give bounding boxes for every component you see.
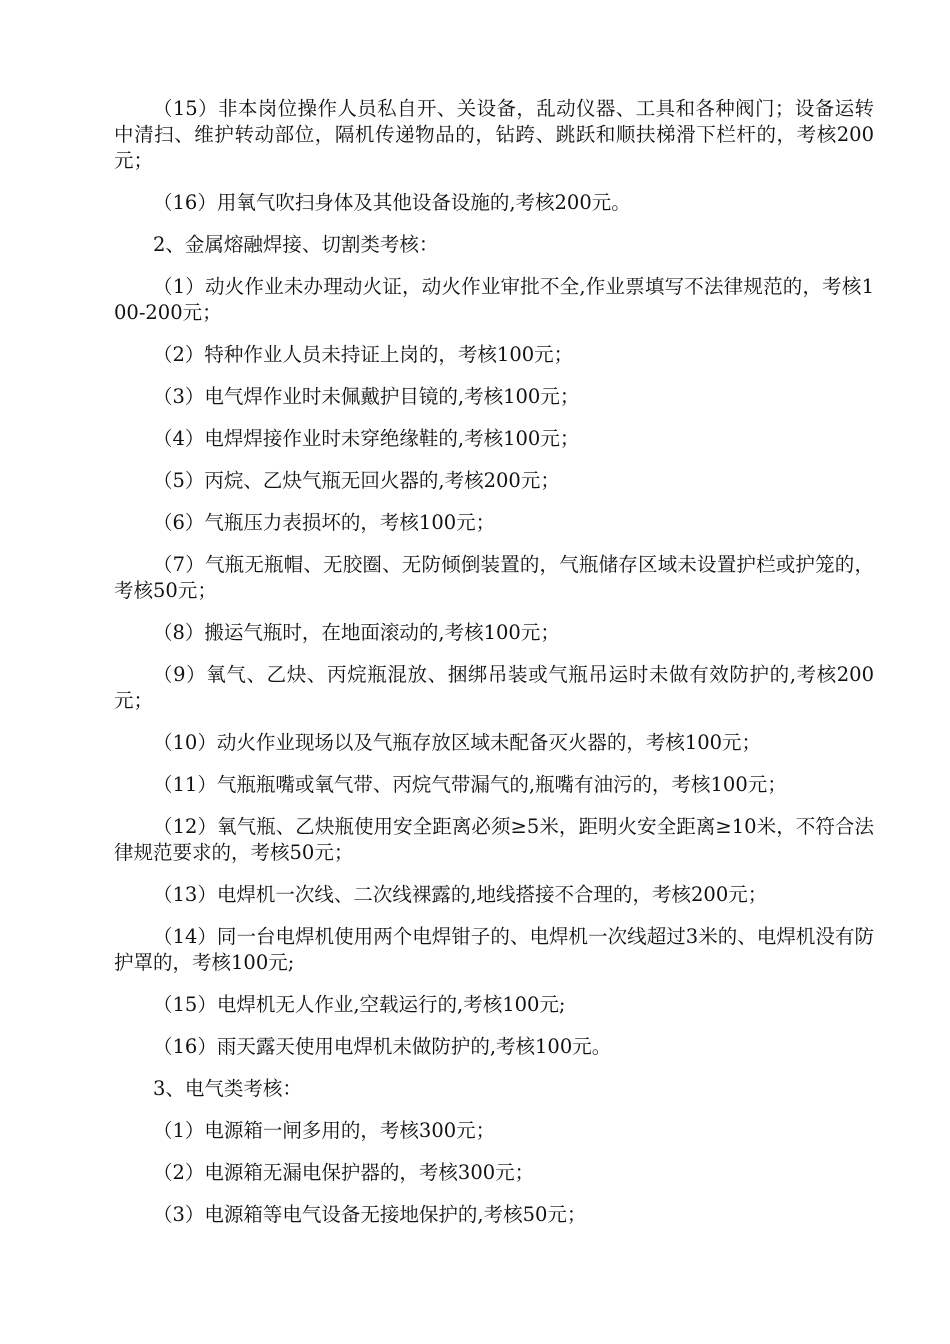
paragraph: （3）电源箱等电气设备无接地保护的,考核50元； [153, 1203, 587, 1226]
paragraph: （1）动火作业未办理动火证，动火作业审批不全,作业票填写不法律规范的，考核100-200元； [114, 275, 874, 324]
paragraph: （5）丙烷、乙炔气瓶无回火器的,考核200元； [153, 469, 560, 492]
paragraph: （4）电焊焊接作业时未穿绝缘鞋的,考核100元； [153, 427, 580, 450]
paragraph: （9）氧气、乙炔、丙烷瓶混放、捆绑吊装或气瓶吊运时未做有效防护的,考核200元； [114, 663, 874, 712]
paragraph: （10）动火作业现场以及气瓶存放区域未配备灭火器的，考核100元； [153, 731, 762, 754]
paragraph: （12）氧气瓶、乙炔瓶使用安全距离必须≥5米，距明火安全距离≥10米，不符合法律规范要求的，考核50元； [114, 815, 874, 864]
paragraph: （7）气瓶无瓶帽、无胶圈、无防倾倒装置的，气瓶储存区域未设置护栏或护笼的，考核50元； [114, 553, 874, 602]
section-heading: 3、电气类考核： [153, 1077, 302, 1100]
paragraph: （2）特种作业人员未持证上岗的，考核100元； [153, 343, 574, 366]
paragraph: （8）搬运气瓶时，在地面滚动的,考核100元； [153, 621, 560, 644]
document-page [114, 96, 874, 1244]
paragraph: （15）非本岗位操作人员私自开、关设备，乱动仪器、工具和各种阀门；设备运转中清扫、维护转动部位，隔机传递物品的，钻跨、跳跃和顺扶梯滑下栏杆的，考核200元； [114, 97, 874, 172]
paragraph: （11）气瓶瓶嘴或氧气带、丙烷气带漏气的,瓶嘴有油污的，考核100元； [153, 773, 787, 796]
paragraph: （16）用氧气吹扫身体及其他设备设施的,考核200元。 [153, 191, 631, 214]
paragraph: （2）电源箱无漏电保护器的，考核300元； [153, 1161, 535, 1184]
paragraph: （13）电焊机一次线、二次线裸露的,地线搭接不合理的，考核200元； [153, 883, 768, 906]
section-heading: 2、金属熔融焊接、切割类考核： [153, 233, 439, 256]
paragraph: （15）电焊机无人作业,空载运行的,考核100元; [153, 993, 566, 1016]
paragraph: （14）同一台电焊机使用两个电焊钳子的、电焊机一次线超过3米的、电焊机没有防护罩的，考核100元; [114, 925, 874, 974]
paragraph: （16）雨天露天使用电焊机未做防护的,考核100元。 [153, 1035, 612, 1058]
paragraph: （1）电源箱一闸多用的，考核300元； [153, 1119, 496, 1142]
paragraph: （3）电气焊作业时未佩戴护目镜的,考核100元； [153, 385, 580, 408]
paragraph: （6）气瓶压力表损坏的，考核100元； [153, 511, 496, 534]
